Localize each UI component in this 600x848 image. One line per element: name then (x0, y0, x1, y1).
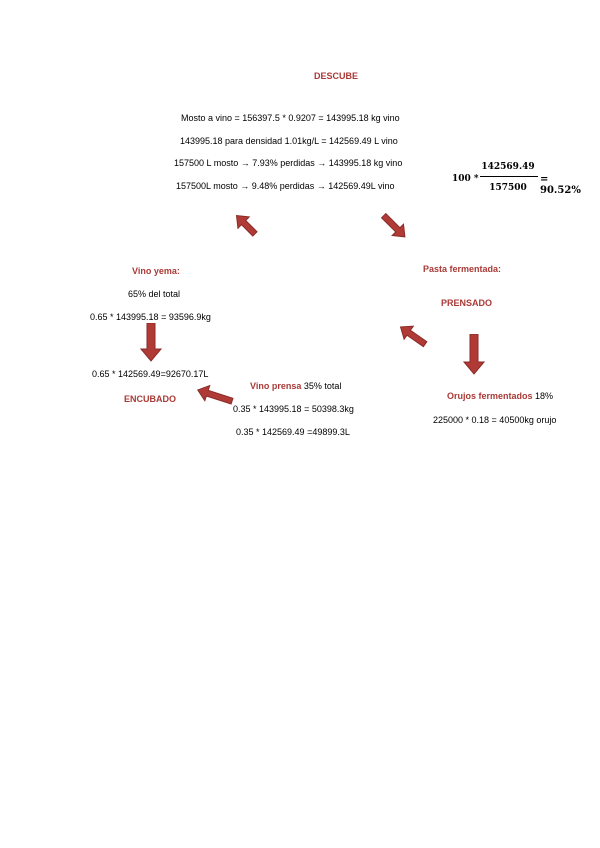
arrow-to-encubado-down-icon (140, 323, 162, 363)
vino-prensa-calc-kg: 0.35 * 143995.18 = 50398.3kg (233, 404, 354, 414)
prensado-label: PRENSADO (441, 298, 493, 308)
orujos-percent: 18% (535, 391, 554, 401)
vino-yema-percent: 65% del total (128, 289, 181, 299)
vino-yema-heading: Vino yema: (132, 266, 180, 276)
formula-denominator: 157500 (489, 183, 527, 193)
pasta-fermentada-heading: Pasta fermentada: (423, 264, 502, 274)
vino-prensa-heading: Vino prensa (250, 381, 302, 391)
calc-line-densidad: 143995.18 para densidad 1.01kg/L = 142569.49 L vino (180, 136, 398, 146)
orujos-heading: Orujos fermentados (447, 391, 533, 401)
vino-prensa-calc-l: 0.35 * 142569.49 =49899.3L (236, 427, 350, 437)
calc-line-perdidas-l: 157500L mosto → 9.48% perdidas → 142569.49L vino (176, 181, 395, 191)
arrow-to-pasta-icon (375, 207, 415, 247)
formula-fraction-bar (480, 176, 538, 177)
vino-prensa-line (250, 381, 341, 391)
vino-prensa-percent: 35% total (303, 381, 342, 391)
calc-line-mosto-vino: Mosto a vino = 156397.5 * 0.9207 = 143995.18 kg vino (181, 113, 400, 123)
orujos-calc: 225000 * 0.18 = 40500kg orujo (433, 415, 557, 425)
page-title: DESCUBE (314, 71, 359, 81)
formula-prefix: 100 * (452, 174, 479, 184)
vino-yema-calc-kg: 0.65 * 143995.18 = 93596.9kg (90, 312, 211, 322)
formula-numerator: 142569.49 (481, 162, 535, 172)
arrow-to-orujos-down-icon (463, 334, 485, 376)
arrow-to-encubado-left-icon (190, 382, 236, 408)
yield-formula (452, 162, 592, 198)
vino-yema-calc-l: 0.65 * 142569.49=92670.17L (92, 369, 209, 379)
arrow-to-vino-yema-icon (225, 206, 265, 242)
calc-line-perdidas-kg: 157500 L mosto → 7.93% perdidas → 143995.18 kg vino (174, 158, 403, 168)
encubado-label: ENCUBADO (124, 394, 177, 404)
orujos-line (447, 391, 553, 401)
formula-result: = 90.52% (540, 174, 581, 196)
arrow-to-vino-prensa-icon (392, 318, 432, 352)
